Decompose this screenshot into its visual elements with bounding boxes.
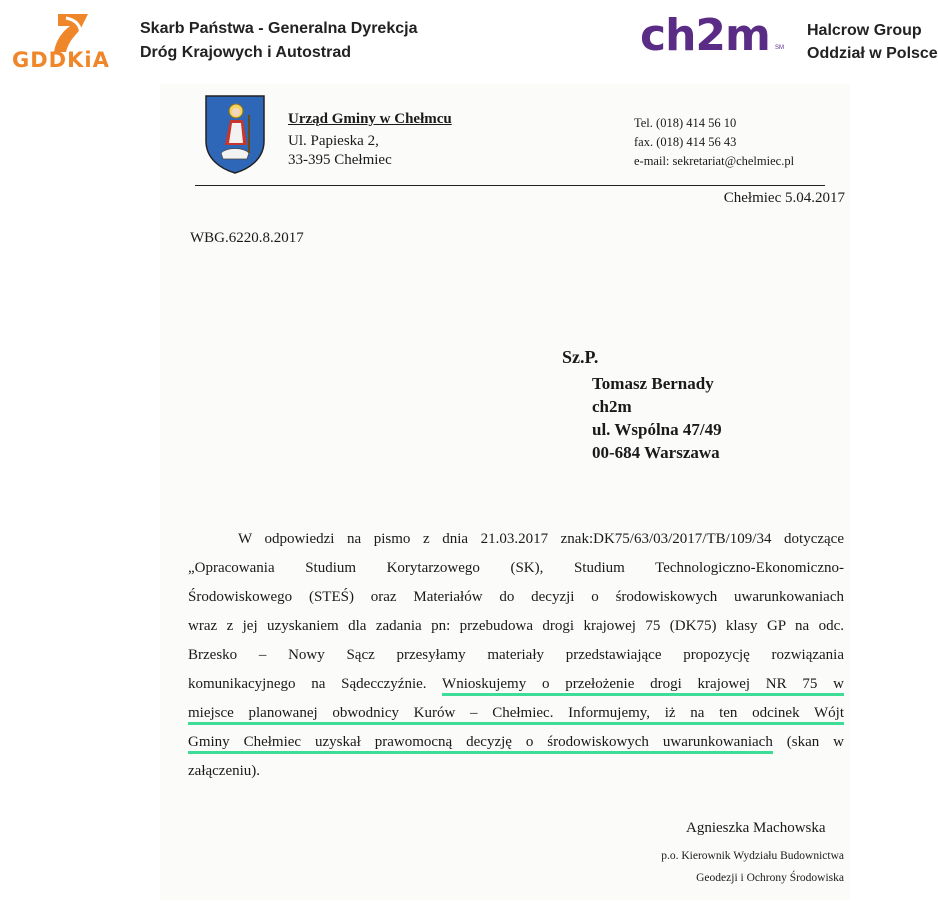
- coat-of-arms-icon: [203, 93, 267, 175]
- body-line: [188, 705, 844, 722]
- body-line: Brzesko – Nowy Sącz przesyłamy materiały przedstawiające propozycję rozwiązania: [188, 647, 844, 663]
- org-postal-city: 33-395 Chełmiec: [288, 152, 392, 168]
- body-text: komunikacyjnego na Sądecczyźnie.: [188, 676, 427, 692]
- org-email: e-mail: sekretariat@chelmiec.pl: [634, 154, 795, 168]
- recipient-postal-city: 00-684 Warszawa: [592, 443, 720, 462]
- letterhead-divider: [195, 185, 825, 186]
- reference-number: WBG.6220.8.2017: [190, 230, 304, 246]
- partner-line-1: Halcrow Group: [807, 22, 922, 39]
- ch2m-logo: ch2m: [640, 10, 770, 61]
- body-line: wraz z jej uzyskaniem dla zadania pn: przebudowa drogi krajowej 75 (DK75) klasy GP na odc.: [188, 618, 844, 634]
- org-phone: Tel. (018) 414 56 10: [634, 116, 737, 130]
- org-name: Urząd Gminy w Chełmcu: [288, 111, 452, 127]
- signatory-name: Agnieszka Machowska: [686, 820, 826, 836]
- place-date: Chełmiec 5.04.2017: [723, 190, 845, 206]
- org-street: Ul. Papieska 2,: [288, 133, 379, 149]
- org-fax: fax. (018) 414 56 43: [634, 135, 737, 149]
- recipient-name: Tomasz Bernady: [592, 374, 714, 393]
- partner-line-2: Oddział w Polsce: [807, 45, 938, 62]
- body-line: [188, 734, 844, 751]
- highlighted-request: Gminy Chełmiec uzyskał prawomocną decyzję o środowiskowych uwarunkowaniach: [188, 734, 773, 754]
- issuer-line-1: Skarb Państwa - Generalna Dyrekcja: [140, 20, 418, 37]
- body-line: „Opracowania Studium Korytarzowego (SK), Studium Technologiczno-Ekonomiczno-: [188, 560, 844, 576]
- issuer-line-2: Dróg Krajowych i Autostrad: [140, 44, 351, 61]
- body-line: załączeniu).: [188, 763, 261, 779]
- signatory-title-1: p.o. Kierownik Wydziału Budownictwa: [661, 850, 844, 862]
- recipient-salutation: Sz.P.: [562, 347, 599, 367]
- highlighted-request: miejsce planowanej obwodnicy Kurów – Chełmiec. Informujemy, iż na ten odcinek Wójt: [188, 705, 844, 725]
- body-line: [188, 676, 844, 693]
- ch2m-service-mark: SM: [775, 45, 784, 51]
- gddkia-logo-text: GDDKiA: [12, 48, 110, 72]
- body-text: (skan w: [786, 734, 845, 750]
- highlighted-request: Wnioskujemy o przełożenie drogi krajowej NR 75 w: [442, 676, 844, 696]
- body-line: W odpowiedzi na pismo z dnia 21.03.2017 znak:DK75/63/03/2017/TB/109/34 dotyczące: [238, 531, 844, 547]
- recipient-company: ch2m: [592, 397, 632, 416]
- signatory-title-2: Geodezji i Ochrony Środowiska: [696, 872, 844, 884]
- body-line: Środowiskowego (STEŚ) oraz Materiałów do decyzji o środowiskowych uwarunkowaniach: [188, 589, 844, 605]
- recipient-street: ul. Wspólna 47/49: [592, 420, 722, 439]
